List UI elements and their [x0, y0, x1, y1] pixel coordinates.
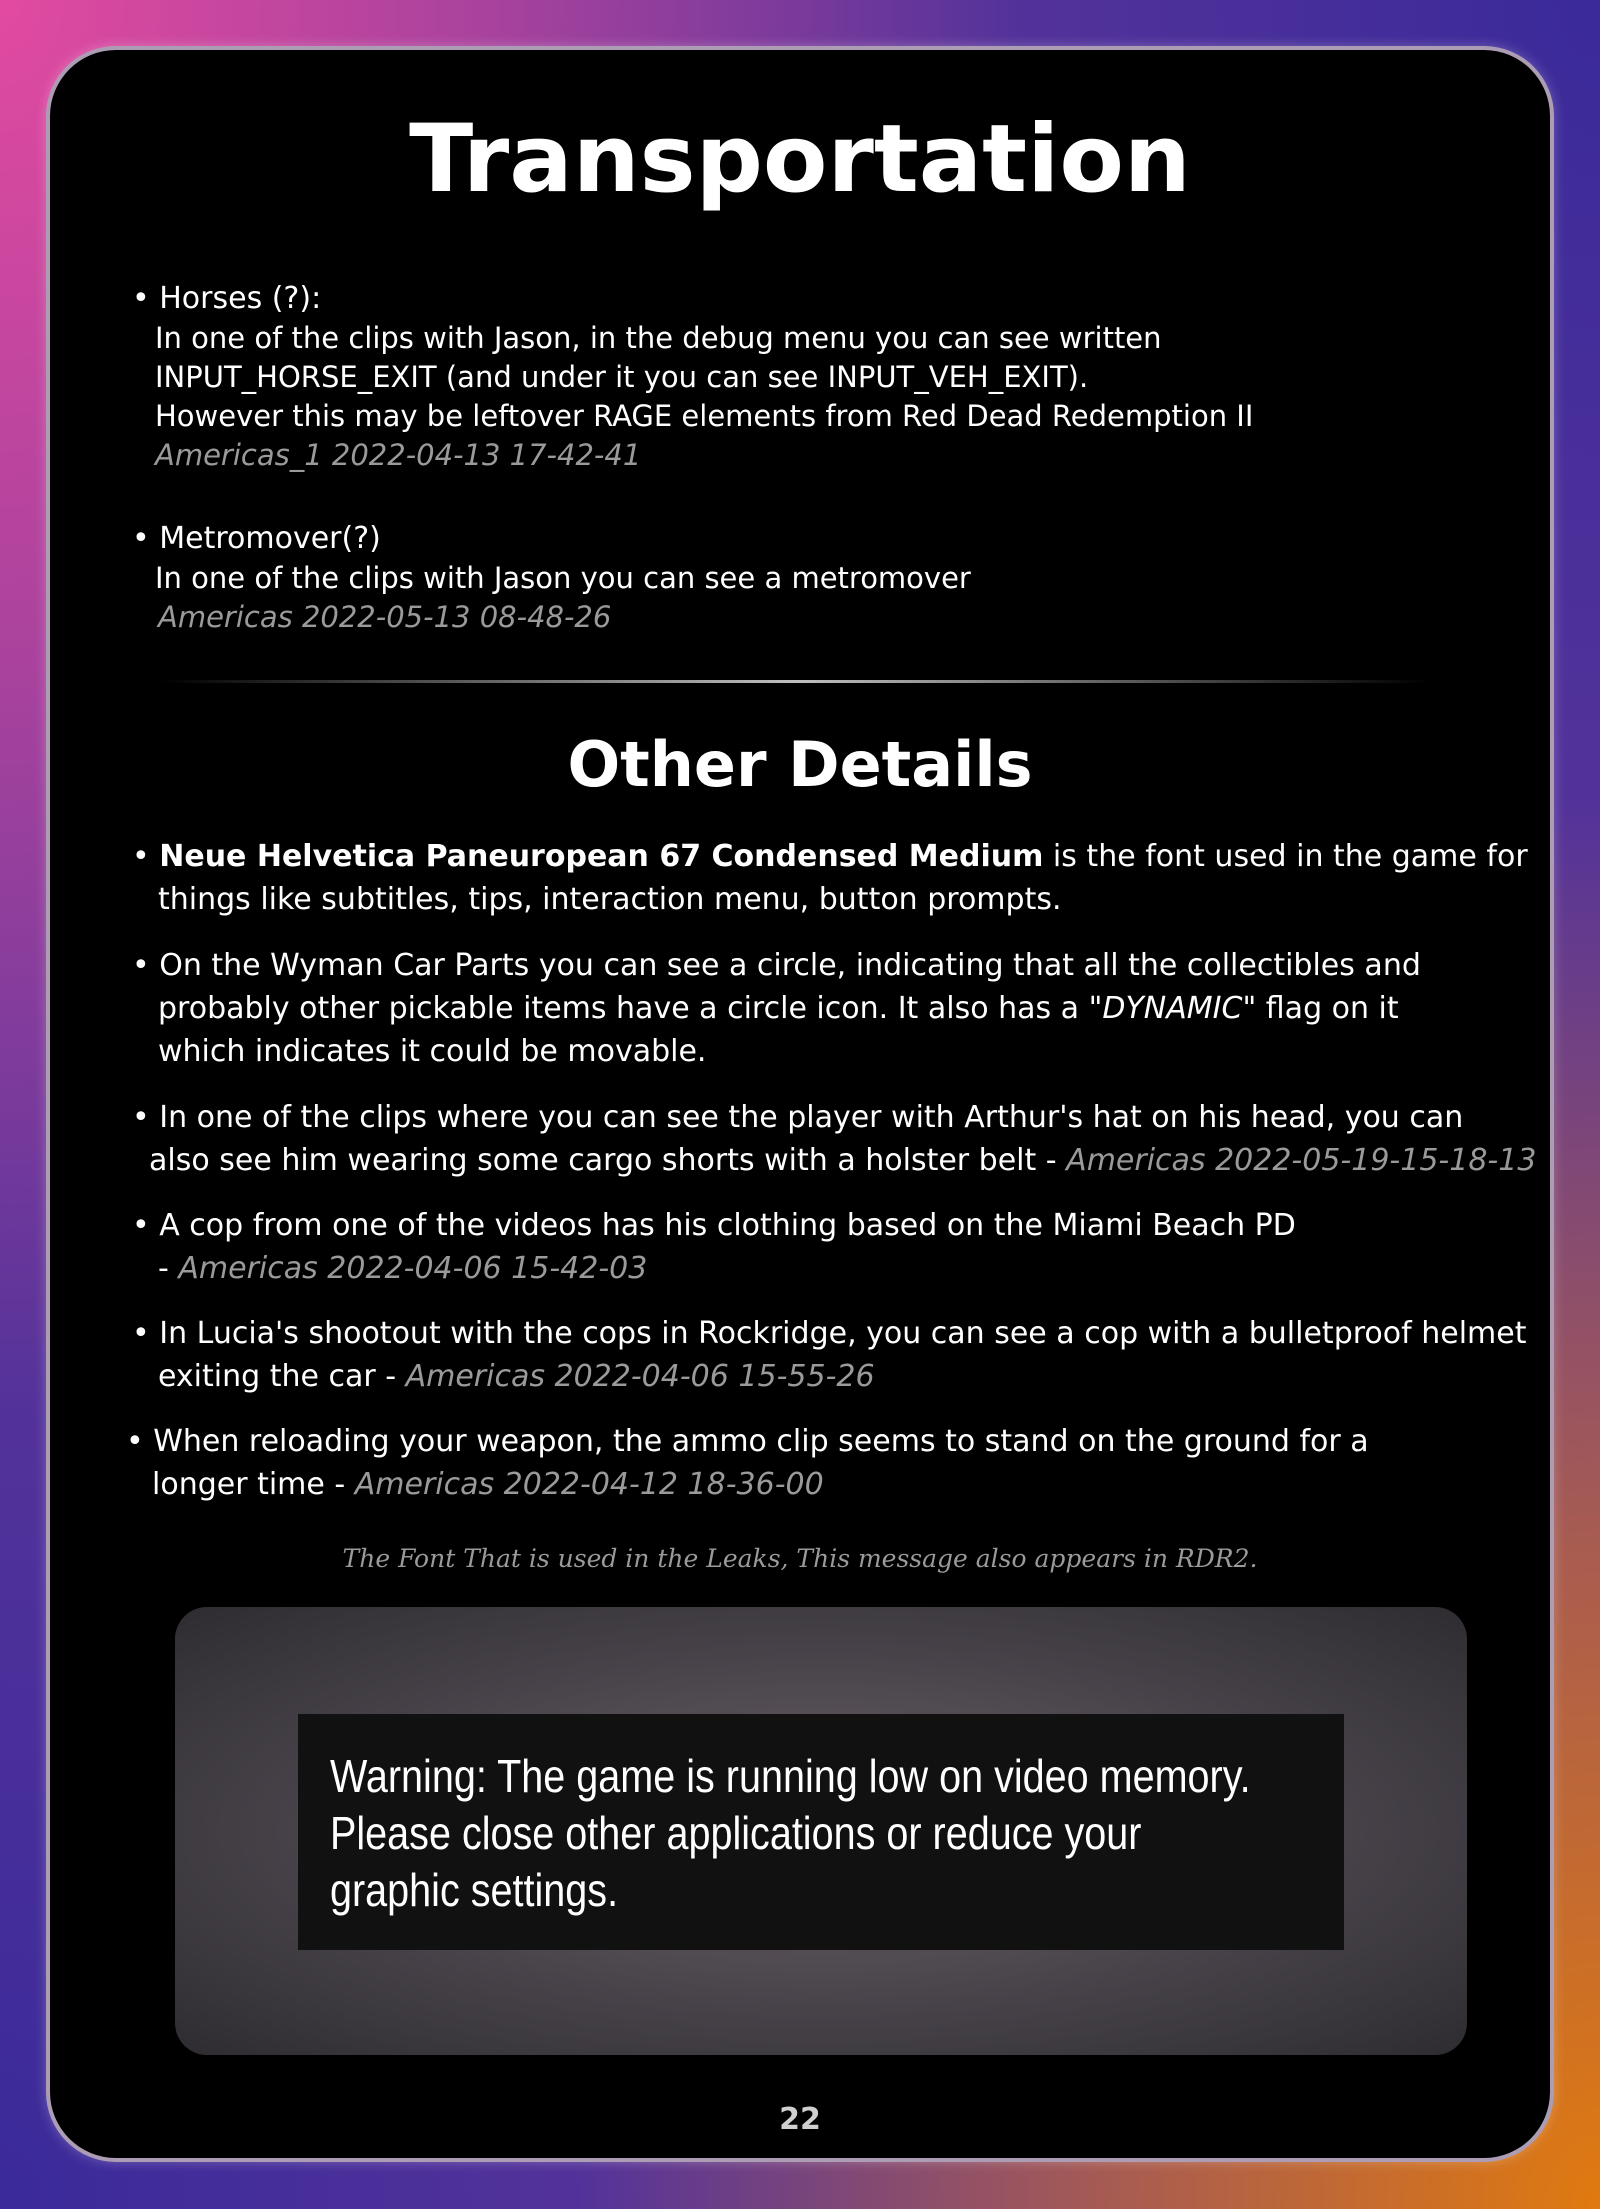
- dynamic-flag: DYNAMIC: [1102, 991, 1243, 1026]
- font-name: Neue Helvetica Paneuropean 67 Condensed Medium: [159, 839, 1044, 874]
- metromover-item: [132, 519, 971, 637]
- warning-line-1: Warning: The game is running low on video memory.: [330, 1750, 1251, 1802]
- detail-item-lucia-shootout: [132, 1312, 1526, 1398]
- detail-hat-line-1: • In one of the clips where you can see the player with Arthur's hat on his head, you can: [132, 1100, 1464, 1135]
- horses-source: Americas_1 2022-04-13 17-42-41: [155, 438, 642, 472]
- horses-item: [132, 279, 1253, 475]
- warning-line-2: Please close other applications or reduce your: [330, 1807, 1142, 1859]
- detail-wyman-line-3: which indicates it could be movable.: [158, 1034, 707, 1069]
- detail-item-cop-clothing: [132, 1204, 1296, 1290]
- detail-font-bullet: •: [132, 839, 160, 874]
- section-divider: [160, 680, 1430, 683]
- detail-item-wyman: [132, 944, 1421, 1073]
- detail-cop-line-1: • A cop from one of the videos has his clothing based on the Miami Beach PD: [132, 1208, 1296, 1243]
- detail-font-rest: is the font used in the game for: [1043, 839, 1528, 874]
- detail-lucia-line-1: • In Lucia's shootout with the cops in Rockridge, you can see a cop with a bulletproof helmet: [132, 1316, 1527, 1351]
- detail-ammo-line-1: • When reloading your weapon, the ammo clip seems to stand on the ground for a: [126, 1424, 1369, 1459]
- detail-hat-source: Americas 2022-05-19-15-18-13: [1066, 1143, 1537, 1178]
- horses-heading: • Horses (?):: [132, 281, 322, 316]
- detail-cop-source: Americas 2022-04-06 15-42-03: [178, 1251, 648, 1286]
- detail-item-font: [132, 835, 1528, 921]
- detail-lucia-line-2: exiting the car -: [158, 1359, 406, 1394]
- detail-item-ammo-clip: [126, 1420, 1369, 1506]
- metromover-heading: • Metromover(?): [132, 521, 381, 556]
- detail-lucia-source: Americas 2022-04-06 15-55-26: [405, 1359, 875, 1394]
- metromover-line-1: In one of the clips with Jason you can see a metromover: [155, 561, 971, 595]
- warning-line-3: graphic settings.: [330, 1864, 619, 1916]
- page-number: 22: [779, 2102, 821, 2137]
- transportation-title: Transportation: [409, 105, 1191, 214]
- detail-wyman-line-2a: probably other pickable items have a circle icon. It also has a ": [158, 991, 1103, 1026]
- warning-text: [330, 1748, 1319, 1919]
- detail-ammo-line-2: longer time -: [152, 1467, 355, 1502]
- metromover-source: Americas 2022-05-13 08-48-26: [158, 600, 612, 634]
- detail-wyman-line-1: • On the Wyman Car Parts you can see a circle, indicating that all the collectibles and: [132, 948, 1421, 983]
- other-details-title: Other Details: [567, 728, 1033, 801]
- warning-message-box: [298, 1714, 1344, 1950]
- horses-line-2: INPUT_HORSE_EXIT (and under it you can see INPUT_VEH_EXIT).: [155, 360, 1089, 394]
- horses-line-3: However this may be leftover RAGE elements from Red Dead Redemption II: [155, 399, 1254, 433]
- detail-hat-line-2: also see him wearing some cargo shorts with a holster belt -: [149, 1143, 1067, 1178]
- detail-ammo-source: Americas 2022-04-12 18-36-00: [354, 1467, 824, 1502]
- horses-line-1: In one of the clips with Jason, in the debug menu you can see written: [155, 321, 1162, 355]
- detail-cop-line-2: -: [158, 1251, 179, 1286]
- detail-wyman-line-2b: " flag on it: [1242, 991, 1399, 1026]
- detail-font-line-2: things like subtitles, tips, interaction menu, button prompts.: [158, 882, 1062, 917]
- font-caption: The Font That is used in the Leaks, This message also appears in RDR2.: [342, 1544, 1258, 1573]
- detail-item-arthur-hat: [132, 1096, 1536, 1182]
